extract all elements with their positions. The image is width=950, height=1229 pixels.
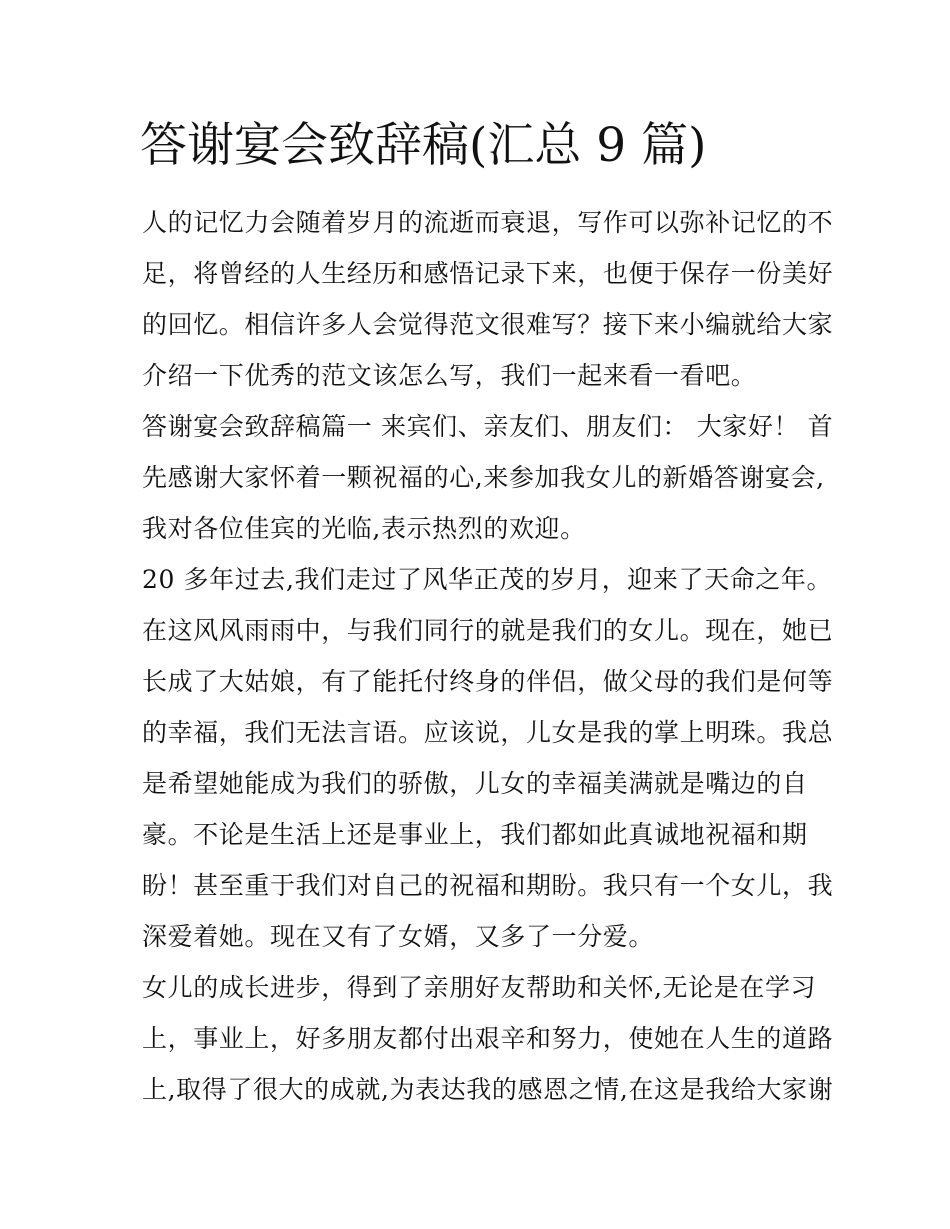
body-line: 豪。不论是生活上还是事业上，我们都如此真诚地祝福和期 xyxy=(142,820,808,849)
body-line: 答谢宴会致辞稿篇一 来宾们、亲友们、朋友们： 大家好！ 首 xyxy=(142,412,834,441)
body-line: 深爱着她。现在又有了女婿，又多了一分爱。 xyxy=(142,922,655,951)
document-title: 答谢宴会致辞稿(汇总 9 篇) xyxy=(140,118,707,173)
body-line: 女儿的成长进步，得到了亲朋好友帮助和关怀,无论是在学习 xyxy=(142,973,817,1002)
body-line: 足，将曾经的人生经历和感悟记录下来，也便于保存一份美好 xyxy=(142,259,834,288)
document-body xyxy=(142,197,834,1115)
body-line: 介绍一下优秀的范文该怎么写，我们一起来看一看吧。 xyxy=(142,361,757,390)
body-line: 20 多年过去,我们走过了风华正茂的岁月，迎来了天命之年。 xyxy=(142,565,833,594)
body-line: 是希望她能成为我们的骄傲，儿女的幸福美满就是嘴边的自 xyxy=(142,769,808,798)
body-line: 长成了大姑娘，有了能托付终身的伴侣，做父母的我们是何等 xyxy=(142,667,834,696)
body-line: 先感谢大家怀着一颗祝福的心,来参加我女儿的新婚答谢宴会, xyxy=(142,463,825,492)
body-line: 的幸福，我们无法言语。应该说，儿女是我的掌上明珠。我总 xyxy=(142,718,834,747)
body-line: 我对各位佳宾的光临,表示热烈的欢迎。 xyxy=(142,514,586,543)
body-line: 在这风风雨雨中，与我们同行的就是我们的女儿。现在，她已 xyxy=(142,616,834,645)
body-line: 盼！甚至重于我们对自己的祝福和期盼。我只有一个女儿，我 xyxy=(142,871,834,900)
body-line: 人的记忆力会随着岁月的流逝而衰退，写作可以弥补记忆的不 xyxy=(142,208,834,237)
body-line: 上，事业上，好多朋友都付出艰辛和努力，使她在人生的道路 xyxy=(142,1024,834,1053)
body-line: 的回忆。相信许多人会觉得范文很难写？接下来小编就给大家 xyxy=(142,310,834,339)
body-line: 上,取得了很大的成就,为表达我的感恩之情,在这是我给大家谢 xyxy=(142,1075,834,1104)
